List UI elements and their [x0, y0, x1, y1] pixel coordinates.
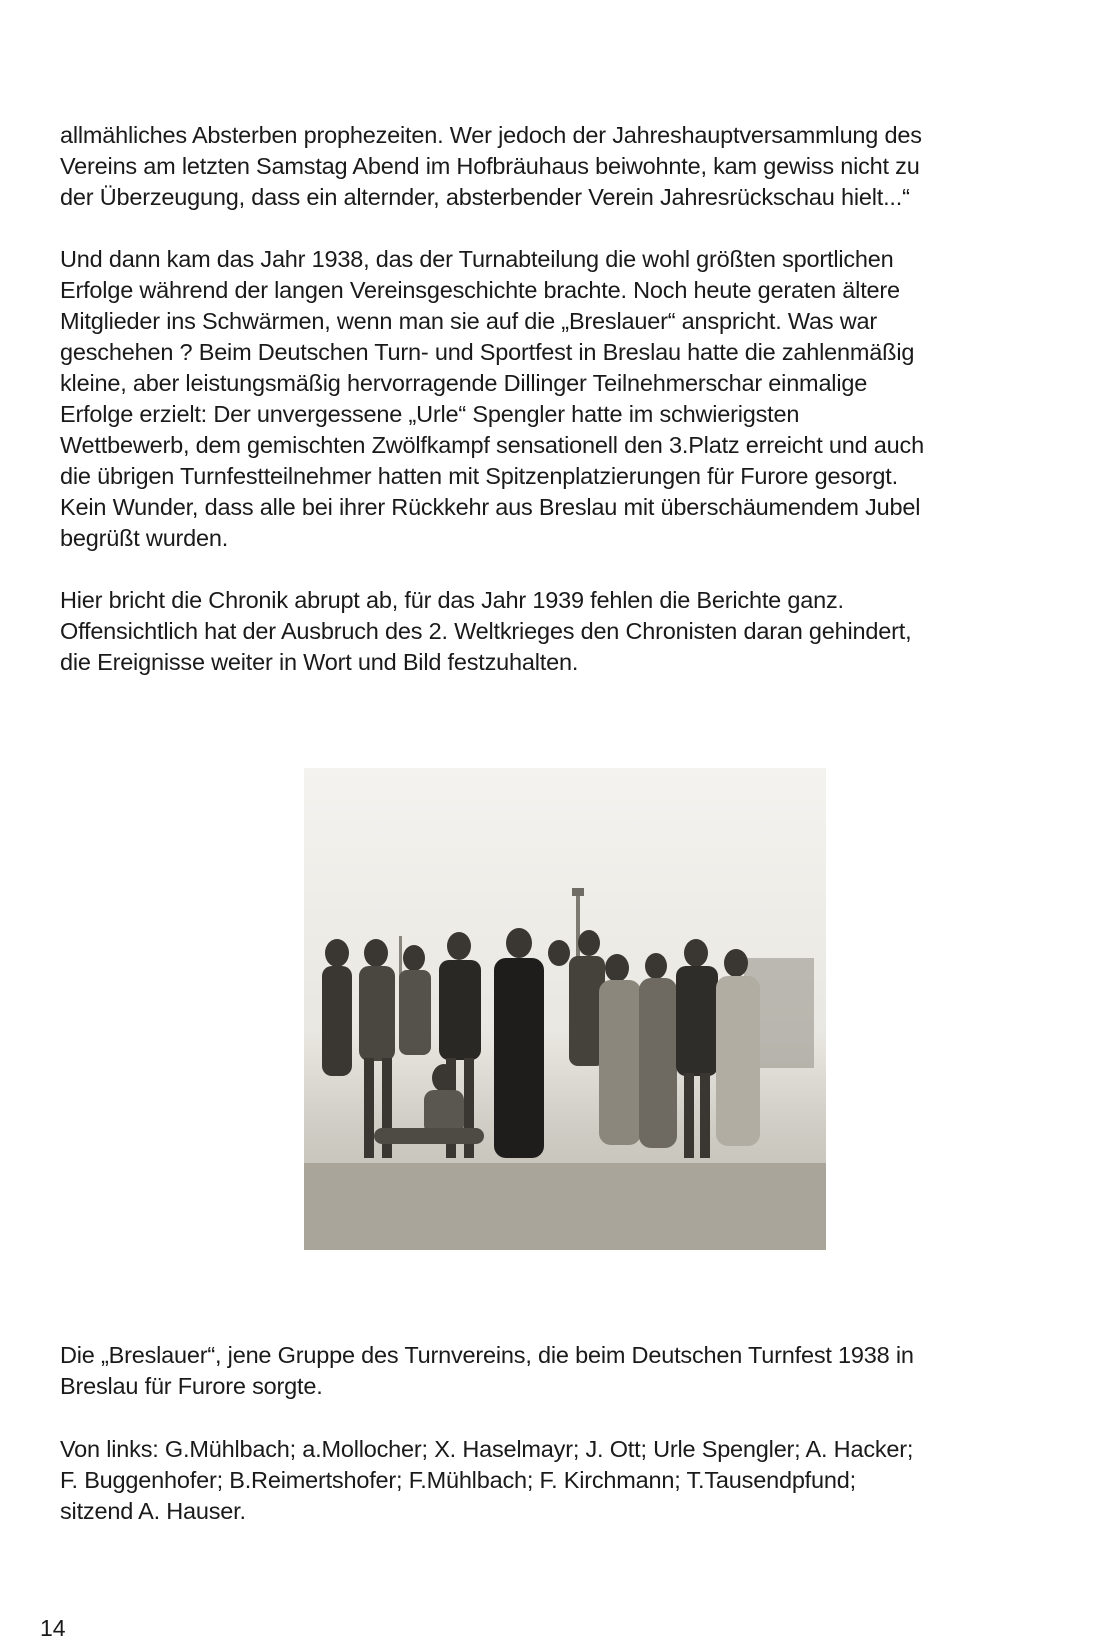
body-paragraph-1: allmähliches Absterben prophezeiten. Wer jedoch der Jahreshauptversammlung des Vereins am letzten Samstag Abend im Hofbräuhaus beiwohnte, kam gewiss nicht zu der Überzeugung, dass ein alternder, absterbender Verein Jahresrückschau hielt...“ [60, 122, 922, 210]
group-photo-icon [304, 768, 826, 1250]
photo-caption: Die „Breslauer“, jene Gruppe des Turnvereins, die beim Deutschen Turnfest 1938 in Breslau für Furore sorgte. [60, 1342, 914, 1399]
body-paragraph-3: Hier bricht die Chronik abrupt ab, für das Jahr 1939 fehlen die Berichte ganz. Offensichtlich hat der Ausbruch des 2. Weltkrieges den Chronisten daran gehindert, die Ereignisse weiter in Wort und Bild festzuhalten. [60, 587, 912, 675]
photo-caption-names: Von links: G.Mühlbach; a.Mollocher; X. Haselmayr; J. Ott; Urle Spengler; A. Hacker; F. Buggenhofer; B.Reimertshofer; F.Mühlbach; F. Kirchmann; T.Tausendpfund; sitzend A. Hauser. [60, 1436, 914, 1524]
body-paragraph-2: Und dann kam das Jahr 1938, das der Turnabteilung die wohl größten sportlichen Erfolge während der langen Vereinsgeschichte brachte. Noch heute geraten ältere Mitglieder ins Schwärmen, wenn man sie auf die „Breslauer“ anspricht. Was war geschehen ? Beim Deutschen Turn- und Sportfest in Breslau hatte die zahlenmäßig kleine, aber leistungsmäßig hervorragende Dillinger Teilnehmerschar einmalige Erfolge erzielt: Der unvergessene „Urle“ Spengler hatte im schwierigsten Wettbewerb, dem gemischten Zwölfkampf sensationell den 3.Platz erreicht und auch die übrigen Turnfestteilnehmer hatten mit Spitzenplatzierungen für Furore gesorgt. Kein Wunder, dass alle bei ihrer Rückkehr aus Breslau mit überschäumendem Jubel begrüßt wurden. [60, 246, 924, 551]
group-photo [304, 768, 826, 1250]
page-number: 14 [40, 1615, 66, 1641]
